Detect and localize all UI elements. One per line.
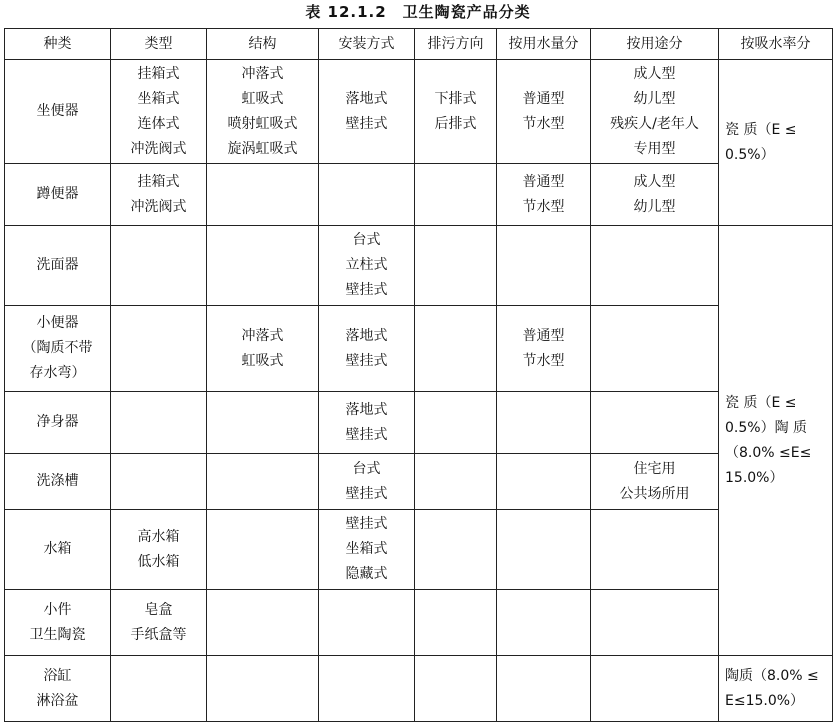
header-absorption: 按吸水率分 (719, 29, 833, 60)
table-row (5, 454, 833, 510)
cell-absorption-ceramic: 瓷 质（E ≤ 0.5%） (719, 60, 833, 226)
cell-install (319, 590, 415, 656)
cell-install: 壁挂式 坐箱式 隐藏式 (319, 510, 415, 590)
cell-install: 落地式 壁挂式 (319, 306, 415, 392)
cell-drain (415, 306, 497, 392)
cell-install: 台式 壁挂式 (319, 454, 415, 510)
cell-use (591, 226, 719, 306)
cell-water: 普通型 节水型 (497, 306, 591, 392)
header-use: 按用途分 (591, 29, 719, 60)
cell-structure (207, 164, 319, 226)
cell-use (591, 392, 719, 454)
cell-kind: 小便器 （陶质不带 存水弯） (5, 306, 111, 392)
table-title: 表 12.1.2 卫生陶瓷产品分类 (305, 3, 531, 21)
cell-water (497, 454, 591, 510)
product-classification-table (4, 28, 833, 722)
cell-use (591, 510, 719, 590)
header-install: 安装方式 (319, 29, 415, 60)
cell-use: 成人型 幼儿型 (591, 164, 719, 226)
cell-drain (415, 510, 497, 590)
cell-type: 皂盒 手纸盒等 (111, 590, 207, 656)
header-row (5, 29, 833, 60)
table-row (5, 306, 833, 392)
cell-drain (415, 392, 497, 454)
cell-install: 台式 立柱式 壁挂式 (319, 226, 415, 306)
table-row (5, 656, 833, 722)
cell-water: 普通型 节水型 (497, 60, 591, 164)
cell-kind: 坐便器 (5, 60, 111, 164)
cell-drain: 下排式 后排式 (415, 60, 497, 164)
cell-water (497, 590, 591, 656)
cell-install (319, 164, 415, 226)
table-row (5, 510, 833, 590)
cell-type (111, 656, 207, 722)
cell-structure (207, 392, 319, 454)
cell-structure: 冲落式 虹吸式 (207, 306, 319, 392)
cell-type: 挂箱式 冲洗阀式 (111, 164, 207, 226)
cell-drain (415, 590, 497, 656)
cell-water (497, 656, 591, 722)
cell-install: 落地式 壁挂式 (319, 60, 415, 164)
cell-type: 高水箱 低水箱 (111, 510, 207, 590)
header-kind: 种类 (5, 29, 111, 60)
cell-structure (207, 454, 319, 510)
cell-structure (207, 510, 319, 590)
table-row (5, 590, 833, 656)
cell-structure: 冲落式 虹吸式 喷射虹吸式 旋涡虹吸式 (207, 60, 319, 164)
cell-kind: 水箱 (5, 510, 111, 590)
cell-kind: 净身器 (5, 392, 111, 454)
cell-kind: 洗面器 (5, 226, 111, 306)
cell-type (111, 454, 207, 510)
header-type: 类型 (111, 29, 207, 60)
cell-type (111, 392, 207, 454)
cell-water (497, 510, 591, 590)
cell-kind: 洗涤槽 (5, 454, 111, 510)
cell-use: 住宅用 公共场所用 (591, 454, 719, 510)
table-row (5, 392, 833, 454)
cell-water: 普通型 节水型 (497, 164, 591, 226)
cell-drain (415, 164, 497, 226)
cell-structure (207, 590, 319, 656)
table-row (5, 164, 833, 226)
cell-use (591, 306, 719, 392)
cell-use (591, 656, 719, 722)
table-row (5, 226, 833, 306)
table-row (5, 60, 833, 164)
cell-use: 成人型 幼儿型 残疾人/老年人 专用型 (591, 60, 719, 164)
cell-water (497, 226, 591, 306)
cell-kind: 蹲便器 (5, 164, 111, 226)
cell-use (591, 590, 719, 656)
cell-install: 落地式 壁挂式 (319, 392, 415, 454)
cell-absorption-pottery: 陶质（8.0% ≤ E≤15.0%） (719, 656, 833, 722)
cell-absorption-mixed: 瓷 质（E ≤ 0.5%）陶 质 （8.0% ≤E≤ 15.0%） (719, 226, 833, 656)
header-structure: 结构 (207, 29, 319, 60)
cell-structure (207, 226, 319, 306)
cell-install (319, 656, 415, 722)
cell-structure (207, 656, 319, 722)
cell-drain (415, 226, 497, 306)
cell-water (497, 392, 591, 454)
cell-type (111, 226, 207, 306)
cell-drain (415, 656, 497, 722)
cell-type: 挂箱式 坐箱式 连体式 冲洗阀式 (111, 60, 207, 164)
cell-drain (415, 454, 497, 510)
header-drain: 排污方向 (415, 29, 497, 60)
cell-type (111, 306, 207, 392)
cell-kind: 小件 卫生陶瓷 (5, 590, 111, 656)
header-water: 按用水量分 (497, 29, 591, 60)
cell-kind: 浴缸 淋浴盆 (5, 656, 111, 722)
